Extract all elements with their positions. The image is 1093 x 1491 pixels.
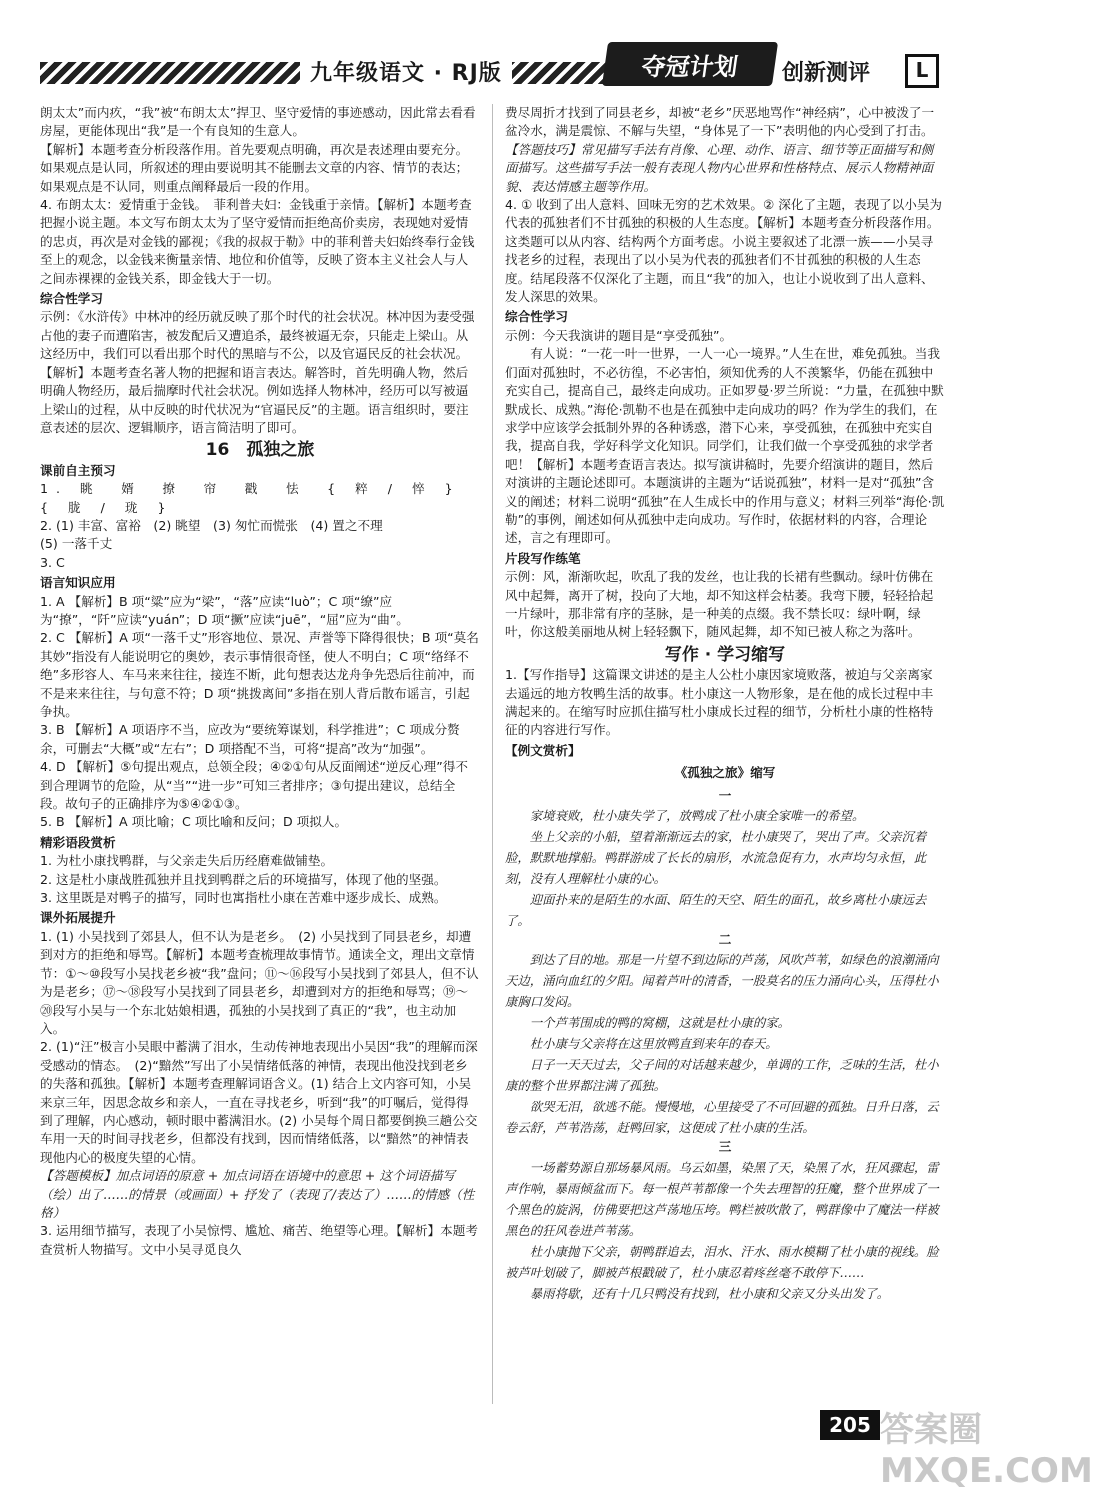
answer-item: 4. 布朗太太：爱情重于金钱。 菲利普夫妇：金钱重于亲情。【解析】本题考查把握小说主题。本文写布朗太太为了坚守爱情而拒绝高价卖房，表现她对爱情的忠贞，再次是对金钱的鄙视；《我的叔叔于勒》中的菲利普夫妇始终奉行金钱至上的观念，以金钱来衡量亲情、地位和价值等，反映了资本主义社会人与人之间赤裸裸的金钱关系，即金钱大于一切。 xyxy=(40,197,475,286)
answer-item: 2. C 【解析】A 项“一落千丈”形容地位、景况、声誉等下降得很快；B 项“莫名其妙”指没有人能说明它的奥妙，表示事情很奇怪，使人不明白；C 项“络绎不绝”多形容人、车马来来往往，接连不断，此句想表达龙舟争先恐后往前冲，而不是来来往往，与句意不符；D 项“挑拨离间”多指在别人背后散布谣言，引起争执。 xyxy=(40,630,479,719)
answer-tip: 【答题技巧】常见描写手法有肖像、心理、动作、语言、细节等正面描写和侧面描写。这些描写手法一般有表现人物内心世界和性格特点、展示人物精神面貌、表达情感主题等作用。 xyxy=(505,141,934,194)
brand-subtitle: 创新测评 xyxy=(782,61,871,86)
section-heading: 片段写作练笔 xyxy=(505,550,581,566)
answer-item: (5) 一落千丈 xyxy=(40,536,113,552)
answer-para: 示例：风，渐渐吹起，吹乱了我的发丝，也让我的长裙有些飘动。绿叶仿佛在风中起舞，离开了树，投向了大地，却不知这样会枯萎。我弯下腰，轻轻拾起一片绿叶，那非常有序的茎脉，是一种美的点缀。我不禁长叹：绿叶啊，绿叶，你这般美丽地从树上轻轻飘下，随风起舞，却不知已被人称之为落叶。 xyxy=(505,569,934,640)
essay-para: 坐上父亲的小船，望着渐渐远去的家，杜小康哭了，哭出了声。父亲沉着脸，默默地撑船。鸭群游成了长长的扇形，水流急促有力，水声均匀永恒，此刻，没有人理解杜小康的心。 xyxy=(505,829,927,887)
subtitle-mark-icon: L xyxy=(905,54,939,88)
answer-item: 4. D 【解析】⑤句提出观点，总领全段；④②①句从反面阐述“逆反心理”得不到合理调节的危险，从“当”“进一步”可知三者排序；③句提出建议，总结全段。故句子的正确排序为⑤④②①③。 xyxy=(40,759,468,812)
answer-para: 朗太太”而内疚，“我”被“布朗太太”捍卫、坚守爱情的事迹感动，因此常去看看房屋，更能体现出“我”是一个有良知的生意人。 xyxy=(40,105,476,139)
lesson-title: 16 孤独之旅 xyxy=(205,440,315,461)
answer-template: 【答题模板】加点词语的原意 + 加点词语在语境中的意思 + 这个词语描写（绘）出了……的情景（或画面）+ 抒发了（表现了/表达了）……的情感（性格） xyxy=(40,1168,475,1220)
answer-para: 费尽周折才找到了同县老乡，却被“老乡”厌恶地骂作“神经病”，心中被泼了一盆冷水，满是震惊、不解与失望，“身体晃了一下”表明他的内心受到了打击。 xyxy=(505,105,935,139)
essay-para: 一个芦苇围成的鸭的窝棚，这就是杜小康的家。 xyxy=(529,1015,790,1031)
speech-para: 有人说：“一花一叶一世界，一人一心一境界。”人生在世，难免孤独。当我们面对孤独时，不必彷徨，不必害怕，须知优秀的人不羡繁华，仍能在孤独中充实自己，提高自己，最终走向成功。正如罗曼·罗兰所说：“力量，在孤独中默默成长、成熟。”海伦·凯勒不也是在孤独中走向成功的吗？作为学生的我们，在求学中应该学会抵制外界的各种诱惑，潜下心来，享受孤独，在孤独中充实自我，提高自我，学好科学文化知识。同学们，让我们做一个享受孤独的求学者吧！【解析】本题考查语言表达。拟写演讲稿时，先要介绍演讲的题目，然后对演讲的主题论述即可。本题演讲的主题为“话说孤独”，材料一是对“孤独”含义的阐述；材料二说明“孤独”在人生成长中的作用与意义；材料三列举“海伦·凯勒”的事例，阐述如何从孤独中走向成功。写作时，依据材料的内容，合理论述，言之有理即可。 xyxy=(505,346,945,546)
brand-logo: 夺冠计划 xyxy=(602,42,778,86)
section-heading: 课外拓展提升 xyxy=(40,910,116,926)
watermark: 答案圈 MXQE.COM xyxy=(880,1410,1093,1491)
answer-item: 3. C xyxy=(40,554,65,570)
answer-item: 2. (1)“汪”极言小吴眼中蓄满了泪水，生动传神地表现出小吴因“我”的理解而深受感动的情态。 (2)“黯然”写出了小吴情绪低落的神情，表现出他没找到老乡的失落和孤独。【解析】本题考查理解词语含义。(1) 结合上文内容可知，小吴来京三年，因思念故乡和亲人，一直在寻找老乡，听到“我”的叮嘱后，觉得得到了理解，内心感动，顿时眼中蓄满泪水。(2) 小吴每个周日都要倒换三趟公交车用一天的时间寻找老乡，但都没有找到，因而情绪低落，以“黯然”的神情表现他内心的极度失望的心情。 xyxy=(40,1039,478,1165)
section-heading: 【例文赏析】 xyxy=(505,742,581,758)
essay-part-number: 二 xyxy=(718,932,732,948)
essay-para: 到达了目的地。那是一片望不到边际的芦荡，风吹芦苇，如绿色的浪潮涌向天边，涌向血红的夕阳。闻着芦叶的清香，一股莫名的压力涌向心头，压得杜小康胸口发闷。 xyxy=(505,952,939,1010)
answer-item: 5. B 【解析】A 项比喻；C 项比喻和反问；D 项拟人。 xyxy=(40,814,348,830)
section-heading: 语言知识应用 xyxy=(40,575,116,591)
essay-para: 杜小康与父亲将在这里放鸭直到来年的春天。 xyxy=(529,1036,778,1052)
essay-title: 《孤独之旅》缩写 xyxy=(674,765,776,781)
answer-item: 2. (1) 丰富、富裕 (2) 眺望 (3) 匆忙而慌张 (4) 置之不理 xyxy=(40,517,383,533)
essay-part-number: 一 xyxy=(718,787,732,803)
answer-item: 3. B 【解析】A 项语序不当，应改为“要统筹谋划，科学推进”；C 项成分赘余，可删去“大概”或“左右”；D 项搭配不当，可将“提高”改为“加强”。 xyxy=(40,722,460,756)
answer-item: 3. 运用细节描写，表现了小吴惊愕、尴尬、痛苦、绝望等心理。【解析】本题考查赏析人物描写。文中小吴寻觅良久 xyxy=(40,1223,478,1257)
essay-para: 家境衰败，杜小康失学了，放鸭成了杜小康全家唯一的希望。 xyxy=(529,808,865,824)
right-column xyxy=(505,104,945,1304)
essay-para: 杜小康抛下父亲，朝鸭群追去，泪水、汗水、雨水模糊了杜小康的视线。脸被芦叶划破了，脚被芦根戳破了，杜小康忍着疼丝毫不敢停下…… xyxy=(505,1243,939,1280)
essay-para: 一场蓄势源自那场暴风雨。乌云如墨，染黑了天，染黑了水，狂风骤起，雷声作响，暴雨倾盆而下。每一根芦苇都像一个失去理智的狂魔，整个世界成了一个黑色的旋涡，仿佛要把这芦荡地压垮。鸭栏被吹散了，鸭群像中了魔法一样被黑色的狂风卷进芦苇荡。 xyxy=(505,1159,939,1238)
left-column xyxy=(40,104,480,1259)
section-heading: 精彩语段赏析 xyxy=(40,834,116,850)
answer-item: 2. 这是杜小康战胜孤独并且找到鸭群之后的环境描写，体现了他的坚强。 xyxy=(40,871,447,887)
answer-item: 1. 为杜小康找鸭群，与父亲走失后历经磨难做铺垫。 xyxy=(40,853,334,869)
book-title: 九年级语文 · RJ版 xyxy=(300,56,512,87)
essay-para: 迎面扑来的是陌生的水面、陌生的天空、陌生的面孔，故乡离杜小康远去了。 xyxy=(505,892,927,929)
answer-item: 1. (1) 小吴找到了郊县人，但不认为是老乡。 (2) 小吴找到了同县老乡，却遭到对方的拒绝和辱骂。【解析】本题考查梳理故事情节。通读全文，理出文章情节：①～⑩段写小吴找老乡被“我”盘问；⑪～⑯段写小吴找到了郊县人，但不认为是老乡；⑰～⑱段写小吴找到了同县老乡，却遭到对方的拒绝和辱骂；⑲～⑳段写小吴与一个东北姑娘相遇，孤独的小吴找到了真正的“我”，也主动加入。 xyxy=(40,928,479,1036)
answer-item: 3. 这里既是对鸭子的描写，同时也寓指杜小康在苦难中逐步成长、成熟。 xyxy=(40,890,447,906)
column-divider xyxy=(492,104,493,1404)
essay-para: 暴雨将歇，还有十几只鸭没有找到，杜小康和父亲又分头出发了。 xyxy=(529,1285,890,1301)
answer-item: 1. 眺 婿 撩 帘 戳 怯 { 粹 / 悴 } { 胧 / 珑 } xyxy=(40,481,482,515)
section-heading: 综合性学习 xyxy=(40,291,103,307)
essay-part-number: 三 xyxy=(718,1139,732,1155)
page-header xyxy=(0,0,1000,100)
answer-item: 1.【写作指导】这篇课文讲述的是主人公杜小康因家境败落，被迫与父亲离家去遥远的地方牧鸭生活的故事。杜小康这一人物形象，是在他的成长过程中丰满起来的。在缩写时应抓住描写杜小康成长过程的细节，分析杜小康的性格特征的内容进行写作。 xyxy=(505,667,934,738)
answer-item: 1. A 【解析】B 项“粱”应为“梁”，“落”应读“luò”；C 项“缭”应为“撩”，“阡”应读“yuán”；D 项“撅”应读“juē”，“屈”应为“曲”。 xyxy=(40,593,409,627)
essay-para: 日子一天天过去，父子间的对话越来越少，单调的工作，乏味的生活，杜小康的整个世界都注满了孤独。 xyxy=(505,1057,939,1094)
essay-para: 欲哭无泪，欲逃不能。慢慢地，心里接受了不可回避的孤独。日升日落，云卷云舒，芦苇浩荡，赶鸭回家，这便成了杜小康的生活。 xyxy=(505,1099,939,1136)
section-heading: 课前自主预习 xyxy=(40,462,116,478)
section-heading: 综合性学习 xyxy=(505,309,568,325)
answer-para: 示例：《水浒传》中林冲的经历就反映了那个时代的社会状况。林冲因为妻受强占他的妻子而遭陷害，被发配后又遭追杀，最终被逼无奈，只能走上梁山。从这经历中，我们可以看出那个时代的黑暗与不公，以及官逼民反的社会状况。【解析】本题考查名著人物的把握和语言表达。解答时，首先明确人物，然后明确人物经历，最后揣摩时代社会状况。例如选择人物林冲，经历可以写被逼上梁山的过程，从中反映的时代状况为“官逼民反”的主题。语言组织时，要注意表述的层次、逻辑顺序，语言简洁明了即可。 xyxy=(40,309,475,435)
answer-para: 示例：今天我演讲的题目是“享受孤独”。 xyxy=(505,327,733,343)
page-number: 205 xyxy=(820,1410,880,1440)
analysis-para: 【解析】本题考查分析段落作用。首先要观点明确，再次是表述理由要充分。如果观点是认同，所叙述的理由要说明其不能删去文章的内容、情节的表达；如果观点是不认同，则重点阐释最后一段的作用。 xyxy=(40,141,469,194)
answer-item: 4. ① 收到了出人意料、回味无穷的艺术效果。② 深化了主题，表现了以小吴为代表的孤独者们不甘孤独的积极的人生态度。【解析】本题考查分析段落作用。这类题可以从内容、结构两个方面考虑。小说主要叙述了北漂一族——小吴寻找老乡的过程，表现出了以小吴为代表的孤独者们不甘孤独的积极的人生态度。结尾段落不仅深化了主题，而且“我”的加入，也让小说收到了出人意料、发人深思的效果。 xyxy=(505,197,943,305)
lesson-title: 写作 · 学习缩写 xyxy=(664,644,786,665)
